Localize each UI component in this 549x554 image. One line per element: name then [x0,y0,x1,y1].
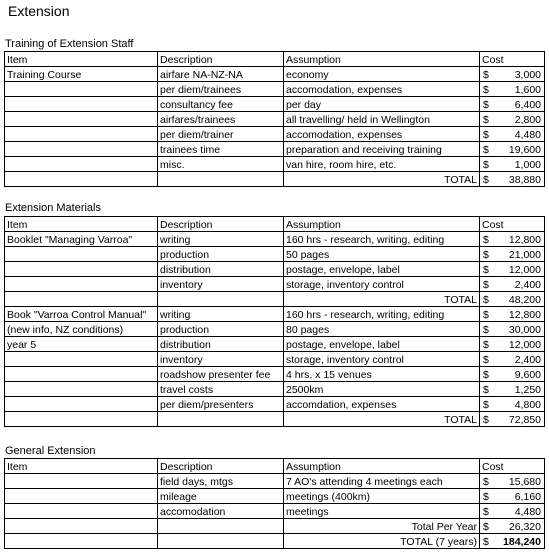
column-header-cost: Cost [480,217,545,232]
cost-value: 9,600 [514,369,541,381]
description-cell: production [158,247,284,262]
column-header-item: Item [5,52,158,67]
table-row [5,474,545,489]
currency-symbol: $ [483,294,489,306]
column-header-cost: Cost [480,52,545,67]
table-row [5,262,545,277]
currency-symbol: $ [483,234,489,246]
assumption-cell: 2500km [284,382,480,397]
cost-cell [480,397,545,412]
cost-cell [480,489,545,504]
cost-value: 72,850 [508,414,541,426]
currency-symbol: $ [483,491,489,503]
total-row [5,412,545,427]
cost-value: 2,400 [514,354,541,366]
cost-value: 12,800 [508,234,541,246]
cost-cell [480,292,545,307]
empty-cell [5,292,158,307]
description-cell: field days, mtgs [158,474,284,489]
currency-symbol: $ [483,476,489,488]
empty-cell [5,519,158,534]
total-row [5,172,545,187]
item-cell [5,112,158,127]
header-row [5,217,545,232]
table-row [5,337,545,352]
cost-value: 1,000 [514,159,541,171]
assumption-cell: 160 hrs - research, writing, editing [284,232,480,247]
currency-symbol: $ [483,414,489,426]
assumption-cell: meetings [284,504,480,519]
currency-symbol: $ [483,69,489,81]
section-title-training: Training of Extension Staff [5,38,134,50]
item-cell [5,97,158,112]
table-row [5,232,545,247]
assumption-cell: accomodation, expenses [284,127,480,142]
description-cell: trainees time [158,142,284,157]
cost-cell [480,352,545,367]
item-cell [5,127,158,142]
table-row [5,67,545,82]
table-row [5,277,545,292]
currency-symbol: $ [483,279,489,291]
currency-symbol: $ [483,144,489,156]
item-cell: (new info, NZ conditions) [5,322,158,337]
table-row [5,352,545,367]
cost-cell [480,67,545,82]
description-cell: misc. [158,157,284,172]
item-cell [5,247,158,262]
column-header-description: Description [158,52,284,67]
cost-value: 21,000 [508,249,541,261]
cost-cell [480,322,545,337]
cost-cell [480,504,545,519]
cost-value: 1,600 [514,84,541,96]
empty-cell [5,172,158,187]
assumption-cell: economy [284,67,480,82]
item-cell [5,367,158,382]
cost-cell [480,232,545,247]
item-cell [5,382,158,397]
item-cell [5,277,158,292]
description-cell: per diem/presenters [158,397,284,412]
currency-symbol: $ [483,174,489,186]
description-cell: accomodation [158,504,284,519]
column-header-description: Description [158,459,284,474]
item-cell: year 5 [5,337,158,352]
cost-value: 6,400 [514,99,541,111]
cost-value: 26,320 [508,521,541,533]
cost-cell [480,82,545,97]
assumption-cell: accomodation, expenses [284,82,480,97]
assumption-cell: accomdation, expenses [284,397,480,412]
table-row [5,489,545,504]
column-header-assumption: Assumption [284,459,480,474]
cost-cell [480,307,545,322]
item-cell [5,157,158,172]
cost-value: 4,800 [514,399,541,411]
cost-cell [480,337,545,352]
description-cell: mileage [158,489,284,504]
currency-symbol: $ [483,384,489,396]
table-row [5,142,545,157]
assumption-cell: per day [284,97,480,112]
table-row [5,157,545,172]
description-cell: inventory [158,277,284,292]
description-cell: distribution [158,337,284,352]
cost-value: 184,240 [503,536,541,548]
currency-symbol: $ [483,309,489,321]
currency-symbol: $ [483,99,489,111]
section-title-general: General Extension [5,445,96,457]
description-cell: inventory [158,352,284,367]
header-row [5,459,545,474]
item-cell [5,489,158,504]
description-cell: consultancy fee [158,97,284,112]
table-row [5,504,545,519]
cost-value: 1,250 [514,384,541,396]
page-title: Extension [8,3,70,19]
cost-value: 15,680 [508,476,541,488]
materials-table [4,216,545,427]
empty-cell [5,534,158,549]
item-cell [5,82,158,97]
total-label: TOTAL [284,172,480,187]
table-row [5,397,545,412]
assumption-cell: meetings (400km) [284,489,480,504]
cost-cell [480,367,545,382]
item-cell [5,474,158,489]
total-label: Total Per Year [284,519,480,534]
item-cell [5,397,158,412]
training-table [4,51,545,187]
cost-value: 48,200 [508,294,541,306]
empty-cell [158,292,284,307]
column-header-cost: Cost [480,459,545,474]
description-cell: distribution [158,262,284,277]
cost-value: 12,000 [508,339,541,351]
column-header-item: Item [5,217,158,232]
currency-symbol: $ [483,84,489,96]
cost-cell [480,474,545,489]
total-label: TOTAL (7 years) [284,534,480,549]
cost-cell [480,112,545,127]
cost-cell [480,127,545,142]
cost-cell [480,142,545,157]
item-cell: Booklet "Managing Varroa" [5,232,158,247]
header-row [5,52,545,67]
cost-cell [480,277,545,292]
description-cell: production [158,322,284,337]
table-row [5,97,545,112]
table-row [5,127,545,142]
currency-symbol: $ [483,399,489,411]
currency-symbol: $ [483,114,489,126]
table-row [5,382,545,397]
total-row [5,519,545,534]
item-cell [5,262,158,277]
general-table [4,458,545,549]
currency-symbol: $ [483,339,489,351]
empty-cell [158,534,284,549]
cost-cell [480,262,545,277]
cost-value: 2,400 [514,279,541,291]
assumption-cell: postage, envelope, label [284,262,480,277]
assumption-cell: 7 AO's attending 4 meetings each [284,474,480,489]
description-cell: roadshow presenter fee [158,367,284,382]
description-cell: travel costs [158,382,284,397]
currency-symbol: $ [483,249,489,261]
total-label: TOTAL [284,292,480,307]
table-row [5,322,545,337]
column-header-assumption: Assumption [284,52,480,67]
assumption-cell: 160 hrs - research, writing, editing [284,307,480,322]
cost-value: 4,480 [514,129,541,141]
assumption-cell: 80 pages [284,322,480,337]
table-row [5,82,545,97]
total-row [5,292,545,307]
item-cell [5,504,158,519]
assumption-cell: all travelling/ held in Wellington [284,112,480,127]
item-cell: Book "Varroa Control Manual" [5,307,158,322]
column-header-description: Description [158,217,284,232]
assumption-cell: storage, inventory control [284,352,480,367]
cost-value: 38,880 [508,174,541,186]
empty-cell [5,412,158,427]
item-cell [5,352,158,367]
total-row [5,534,545,549]
cost-value: 6,160 [514,491,541,503]
table-row [5,247,545,262]
item-cell: Training Course [5,67,158,82]
table-row [5,367,545,382]
assumption-cell: storage, inventory control [284,277,480,292]
assumption-cell: 4 hrs. x 15 venues [284,367,480,382]
currency-symbol: $ [483,354,489,366]
assumption-cell: preparation and receiving training [284,142,480,157]
cost-value: 30,000 [508,324,541,336]
empty-cell [158,172,284,187]
column-header-assumption: Assumption [284,217,480,232]
description-cell: airfares/trainees [158,112,284,127]
cost-value: 12,800 [508,309,541,321]
table-row [5,112,545,127]
section-title-materials: Extension Materials [5,202,101,214]
table-row [5,307,545,322]
item-cell [5,142,158,157]
total-label: TOTAL [284,412,480,427]
cost-cell [480,412,545,427]
currency-symbol: $ [483,369,489,381]
cost-cell [480,534,545,549]
cost-value: 12,000 [508,264,541,276]
assumption-cell: 50 pages [284,247,480,262]
cost-value: 3,000 [514,69,541,81]
empty-cell [158,519,284,534]
currency-symbol: $ [483,324,489,336]
assumption-cell: van hire, room hire, etc. [284,157,480,172]
description-cell: writing [158,232,284,247]
cost-cell [480,97,545,112]
cost-cell [480,172,545,187]
description-cell: per diem/trainer [158,127,284,142]
description-cell: writing [158,307,284,322]
currency-symbol: $ [483,264,489,276]
description-cell: per diem/trainees [158,82,284,97]
currency-symbol: $ [483,521,489,533]
empty-cell [158,412,284,427]
cost-cell [480,247,545,262]
cost-cell [480,519,545,534]
cost-value: 2,800 [514,114,541,126]
currency-symbol: $ [483,159,489,171]
currency-symbol: $ [483,536,489,548]
cost-value: 4,480 [514,506,541,518]
cost-cell [480,382,545,397]
assumption-cell: postage, envelope, label [284,337,480,352]
cost-cell [480,157,545,172]
currency-symbol: $ [483,506,489,518]
column-header-item: Item [5,459,158,474]
cost-value: 19,600 [508,144,541,156]
description-cell: airfare NA-NZ-NA [158,67,284,82]
currency-symbol: $ [483,129,489,141]
